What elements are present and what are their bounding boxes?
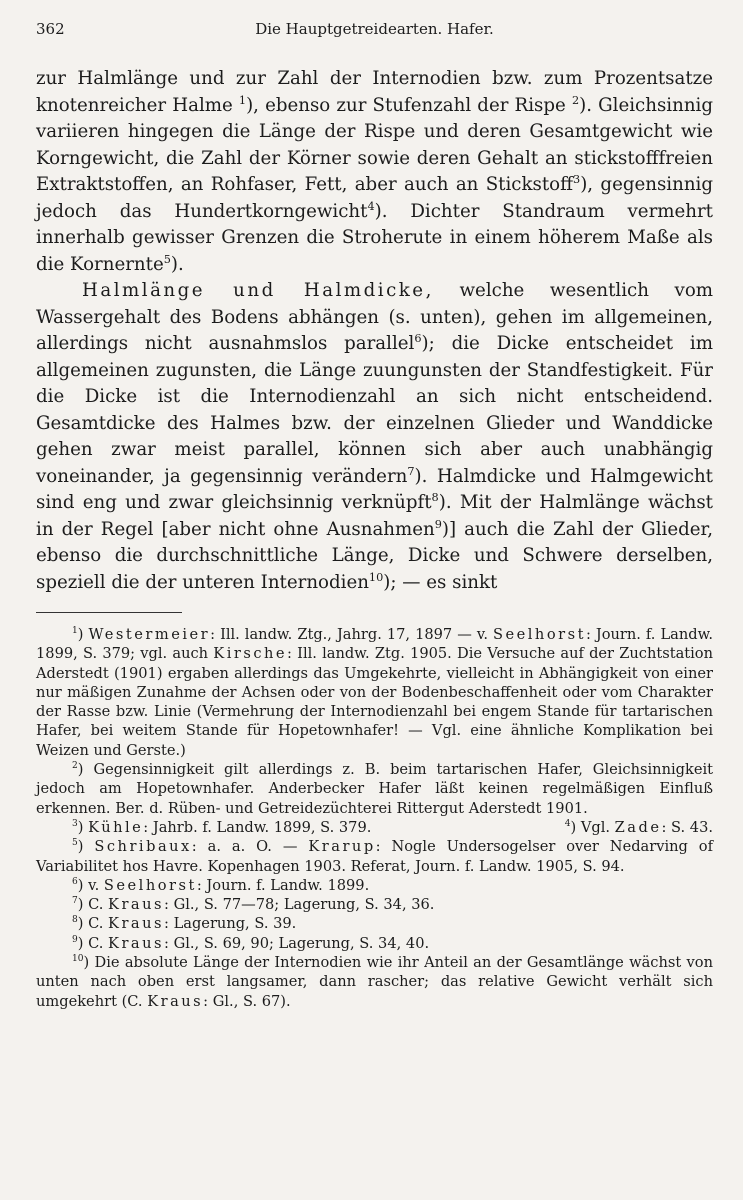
- footnote-ref: 10: [368, 570, 384, 584]
- footnote-6: $^6$) v. Seelhorst: Journ. f. Landw. 1899.: [72, 876, 370, 894]
- text-run: Die absolute Länge der Internodien wie ihr Anteil an der Gesamtlänge wächst von unten nach oben erst langsamer, dann rascher; das relative Gewicht verhält sich umgekehrt (C.: [36, 954, 713, 1010]
- emphasized-term: Halmlänge und Halmdicke,: [82, 280, 434, 301]
- footnote-ref: 2: [571, 93, 580, 107]
- footnote-mark: 2: [72, 761, 78, 772]
- text-run: ), ebenso zur Stufenzahl der Rispe: [246, 94, 572, 116]
- text-run: ), gegensinnig jedoch das Hundertkorngewicht: [36, 174, 713, 222]
- author-name: Kraus: [108, 934, 165, 952]
- footnote-5: $^5$) Schribaux: a. a. O. — Krarup: Nogle Undersogelser over Nedarving of Variabilitet hos Havre. Kopenhagen 1903. Referat, Journ. f. Landw. 1905, S. 94.: [36, 838, 713, 875]
- text-run: : Gl., S. 69, 90; Lagerung, S. 34, 40.: [164, 934, 430, 952]
- text-run: ); — es sinkt: [383, 571, 498, 593]
- text-run: : Gl., S. 77—78; Lagerung, S. 34, 36.: [164, 896, 435, 914]
- text-run: : Journ. f. Landw. 1899.: [196, 876, 370, 894]
- text-run: : Nogle Undersogelser over Nedarving of Variabilitet hos Havre. Kopenhagen 1903. Referat, Journ. f. Landw. 1905, S. 94.: [36, 838, 713, 875]
- footnotes: [36, 625, 713, 1011]
- author-name: Seelhorst: [492, 626, 586, 643]
- running-title: Die Hauptgetreidearten. Hafer.: [255, 20, 494, 38]
- author-name: Kraus: [108, 896, 165, 914]
- footnote-ref: 1: [238, 93, 247, 107]
- author-name: Kühle: [88, 818, 144, 836]
- footnote-7: $^7$) C. Kraus: Gl., S. 77—78; Lagerung, S. 34, 36.: [72, 896, 435, 914]
- author-name: Zade: [614, 818, 662, 836]
- footnote-divider: [36, 612, 182, 613]
- text-run: C.: [88, 934, 109, 952]
- text-run: ). Mit der Halmlänge wächst in der Regel [aber nicht ohne Ausnahmen: [36, 492, 713, 540]
- author-name: Krarup: [308, 838, 376, 856]
- text-run: ).: [170, 253, 184, 275]
- text-run: Vgl.: [580, 818, 615, 836]
- text-run: : Ill. landw. Ztg., Jahrg. 17, 1897 — v.: [210, 626, 493, 643]
- text-run: ). Gleichsinnig variieren hingegen die Länge der Rispe und deren Gesamtgewicht wie Korngewicht, die Zahl der Körner sowie deren Gehalt an stickstofffreien Extraktstoffen, an Rohfaser, Fett, aber auch an Stickstoff: [36, 94, 713, 195]
- text-run: : a. a. O. —: [191, 838, 309, 856]
- text-run: zur Halmlänge und zur Zahl der Internodien bzw. zum Prozentsatze knotenreicher Halme: [36, 68, 713, 116]
- footnote-ref: 9: [434, 517, 442, 531]
- footnote-9: $^9$) C. Kraus: Gl., S. 69, 90; Lagerung, S. 34, 40.: [72, 934, 430, 952]
- footnote-ref: 8: [431, 490, 439, 504]
- footnote-4: $^4$) Vgl. Zade: S. 43.: [564, 818, 713, 836]
- footnote-10: $^{10}$) Die absolute Länge der Internodien wie ihr Anteil an der Gesamtlänge wächst von unten nach oben erst langsamer, dann rascher; das relative Gewicht verhält sich umgekehrt (C. Kraus: Gl., S. 67).: [36, 954, 713, 1010]
- footnote-mark: 6: [72, 877, 78, 887]
- footnote-mark: 5: [72, 838, 78, 849]
- footnote-ref: 7: [407, 464, 415, 478]
- footnote-mark: 9: [72, 934, 78, 945]
- paragraph-2: [36, 278, 713, 596]
- author-name: Seelhorst: [103, 876, 197, 894]
- author-name: Schribaux: [94, 838, 192, 856]
- author-name: Kraus: [108, 915, 165, 933]
- footnote-ref: 5: [163, 252, 171, 266]
- text-run: Gegensinnigkeit gilt allerdings z. B. beim tartarischen Hafer, Gleichsinnigkeit jedoch am Hopetownhafer. Anderbecker Hafer läßt keinen regelmäßigen Einfluß erkennen. Ber. d. Rüben- und Getreidezüchterei Rittergut Aderstedt 1901.: [36, 761, 713, 817]
- footnote-mark: 4: [564, 819, 571, 830]
- footnote-mark: 1: [72, 626, 78, 637]
- main-text: [36, 66, 713, 596]
- text-run: : Journ. f. Landw. 1899, S. 379; vgl. auch: [36, 626, 713, 663]
- text-run: : Jahrb. f. Landw. 1899, S. 379.: [143, 818, 372, 836]
- footnote-ref: 3: [573, 172, 581, 186]
- page-number: 362: [36, 20, 65, 38]
- footnote-ref: 4: [367, 199, 375, 213]
- footnote-1: $^1$) Westermeier: Ill. landw. Ztg., Jahrg. 17, 1897 — v. Seelhorst: Journ. f. Landw. 1899, S. 379; vgl. auch Kirsche: Ill. landw. Ztg. 1905. Die Versuche auf der Zuchtstation Aderstedt (1901) ergaben allerdings das Umgekehrte, vielleicht in Abhängigkeit von einer nur mäßigen Zunahme der Achsen oder von der Bodenbeschaffenheit oder vom Charakter der Rasse bzw. Linie (Vermehrung der Internodienzahl bei engem Stande für tartarischen Hafer, bei weitem Stande für Hopetownhafer! — Vgl. eine ähnliche Komplikation bei Weizen und Gerste.): [36, 626, 713, 759]
- text-run: : Ill. landw. Ztg. 1905. Die Versuche auf der Zuchtstation Aderstedt (1901) ergaben allerdings das Umgekehrte, vielleicht in Abhängigkeit von einer nur mäßigen Zunahme der Achsen oder von der Bodenbeschaffenheit oder vom Charakter der Rasse bzw. Linie (Vermehrung der Internodienzahl bei engem Stande für tartarischen Hafer, bei weitem Stande für Hopetownhafer! — Vgl. eine ähnliche Komplikation bei Weizen und Gerste.): [36, 645, 713, 759]
- text-run: : Lagerung, S. 39.: [164, 915, 297, 933]
- footnote-2: $^2$) Gegensinnigkeit gilt allerdings z. B. beim tartarischen Hafer, Gleichsinnigkeit jedoch am Hopetownhafer. Anderbecker Hafer läßt keinen regelmäßigen Einfluß erkennen. Ber. d. Rüben- und Getreidezüchterei Rittergut Aderstedt 1901.: [36, 761, 713, 817]
- author-name: Westermeier: [88, 626, 211, 643]
- text-run: ). Dichter Standraum vermehrt innerhalb gewisser Grenzen die Stroherute in einem höherem Maße als die Kornernte: [36, 200, 713, 275]
- footnote-mark: 10: [72, 954, 84, 965]
- footnote-mark: 7: [72, 896, 78, 907]
- text-run: : S. 43.: [661, 818, 713, 836]
- text-run: ). Halmdicke und Halmgewicht sind eng und zwar gleichsinnig verknüpft: [36, 465, 713, 513]
- footnote-mark: 3: [72, 819, 78, 830]
- text-run: C.: [88, 915, 109, 933]
- text-run: welche wesentlich vom Wassergehalt des Bodens abhängen (s. unten), gehen im allgemeinen, allerdings nicht ausnahmslos parallel: [36, 280, 714, 354]
- running-header: [36, 14, 713, 44]
- footnote-row-3-4: [36, 818, 713, 837]
- text-run: C.: [88, 896, 109, 914]
- text-run: )] auch die Zahl der Glieder, ebenso die durchschnittliche Länge, Dicke und Schwere derselben, speziell die der unteren Internodien: [36, 518, 713, 593]
- paragraph-1: [36, 66, 713, 278]
- author-name: Kraus: [147, 992, 204, 1010]
- footnote-mark: 8: [72, 915, 78, 926]
- author-name: Kirsche: [213, 645, 288, 663]
- text-run: v.: [88, 876, 104, 894]
- text-run: : Gl., S. 67).: [203, 992, 291, 1010]
- footnote-ref: 6: [414, 331, 422, 345]
- text-run: ); die Dicke entscheidet im allgemeinen zugunsten, die Länge zuungunsten der Standfestigkeit. Für die Dicke ist die Internodienzahl an sich nicht entscheidend. Gesamtdicke des Halmes bzw. der einzelnen Glieder und Wanddicke gehen zwar meist parallel, können sich aber auch unabhängig voneinander, ja gegensinnig verändern: [36, 333, 713, 487]
- footnote-3: $^3$) Kühle: Jahrb. f. Landw. 1899, S. 379.: [72, 818, 372, 836]
- footnote-8: $^8$) C. Kraus: Lagerung, S. 39.: [72, 915, 297, 933]
